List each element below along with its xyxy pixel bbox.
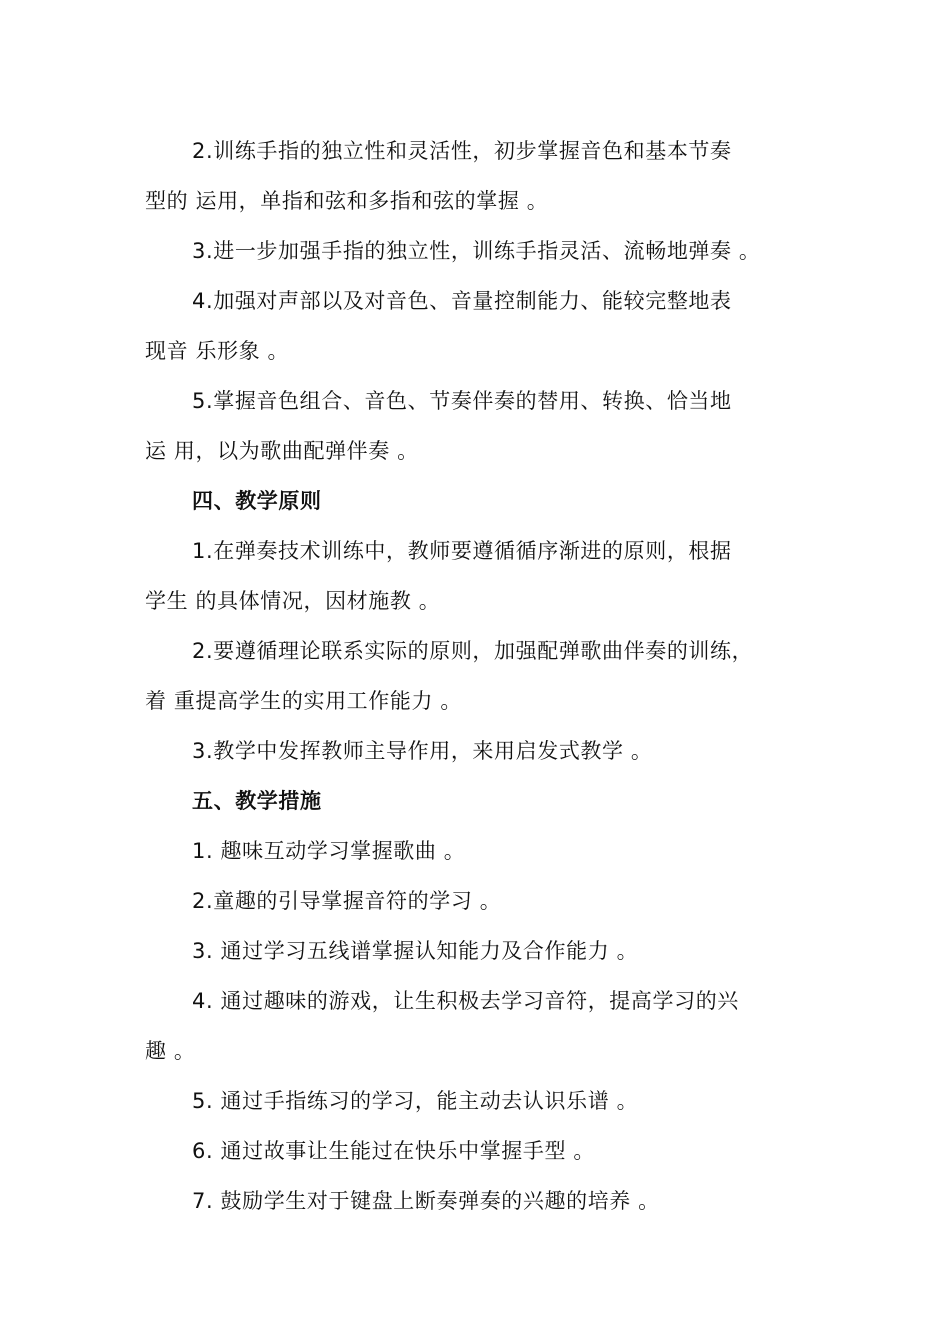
principle-1-line-2: 学生 的具体情况，因材施教 。: [145, 589, 441, 613]
measure-7-line: 7. 鼓励学生对于键盘上断奏弹奏的兴趣的培养 。: [192, 1189, 660, 1213]
principle-2-line-2: 着 重提高学生的实用工作能力 。: [145, 689, 462, 713]
measure-1-line: 1. 趣味互动学习掌握歌曲 。: [192, 839, 466, 863]
item-2-line-2: 型的 运用，单指和弦和多指和弦的掌握 。: [145, 189, 549, 213]
item-5-line-1: 5.掌握音色组合、音色、节奏伴奏的替用、转换、恰当地: [192, 389, 732, 413]
item-2-line-1: 2.训练手指的独立性和灵活性，初步掌握音色和基本节奏: [192, 139, 732, 163]
item-3-line: 3.进一步加强手指的独立性，训练手指灵活、流畅地弹奏 。: [192, 239, 761, 263]
measure-6-line: 6. 通过故事让生能过在快乐中掌握手型 。: [192, 1139, 595, 1163]
measure-4-line-1: 4. 通过趣味的游戏，让生积极去学习音符，提高学习的兴: [192, 989, 739, 1013]
section-heading-teaching-measures: 五、教学措施: [192, 789, 322, 813]
measure-4-line-2: 趣 。: [145, 1039, 196, 1063]
measure-2-line: 2.童趣的引导掌握音符的学习 。: [192, 889, 502, 913]
principle-2-line-1: 2.要遵循理论联系实际的原则，加强配弹歌曲伴奏的训练，: [192, 639, 754, 663]
item-5-line-2: 运 用，以为歌曲配弹伴奏 。: [145, 439, 419, 463]
item-4-line-2: 现音 乐形象 。: [145, 339, 290, 363]
principle-1-line-1: 1.在弹奏技术训练中，教师要遵循循序渐进的原则，根据: [192, 539, 732, 563]
item-4-line-1: 4.加强对声部以及对音色、音量控制能力、能较完整地表: [192, 289, 732, 313]
measure-3-line: 3. 通过学习五线谱掌握认知能力及合作能力 。: [192, 939, 639, 963]
principle-3-line: 3.教学中发挥教师主导作用，来用启发式教学 。: [192, 739, 653, 763]
measure-5-line: 5. 通过手指练习的学习，能主动去认识乐谱 。: [192, 1089, 639, 1113]
section-heading-teaching-principles: 四、教学原则: [192, 489, 322, 513]
